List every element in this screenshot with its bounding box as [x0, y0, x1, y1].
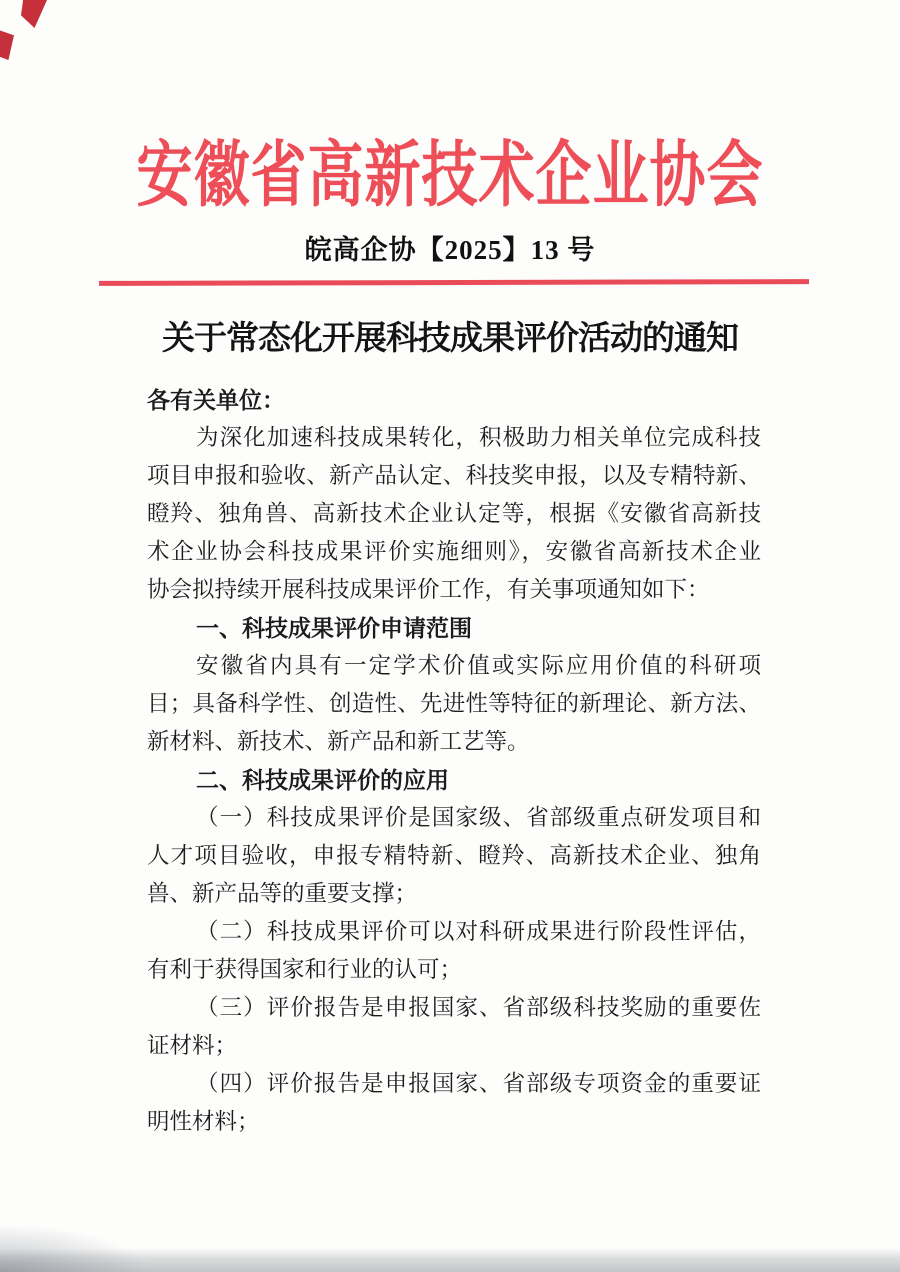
- notice-title: 关于常态化开展科技成果评价活动的通知: [162, 321, 738, 357]
- text-line: 有利于获得国家和行业的认可；: [147, 957, 463, 982]
- section-2-item-2: [147, 913, 761, 989]
- section-2-item-1: [147, 799, 761, 913]
- red-divider: [99, 279, 809, 286]
- text-line: 瞪羚、独角兽、高新技术企业认定等，根据《安徽省高新技: [147, 501, 761, 526]
- section-2-item-3: [147, 989, 761, 1065]
- text-line: （四）评价报告是申报国家、省部级专项资金的重要证: [196, 1071, 761, 1096]
- section-1-heading: 一、科技成果评价申请范围: [196, 615, 472, 641]
- corner-red-mark-icon: [21, 0, 47, 28]
- section-1-paragraph: [147, 647, 761, 761]
- text-line: 为深化加速科技成果转化，积极助力相关单位完成科技: [196, 425, 761, 450]
- text-line: 证材料；: [147, 1033, 238, 1058]
- text-line: 协会拟持续开展科技成果评价工作，有关事项通知如下：: [147, 577, 710, 602]
- section-2-heading: 二、科技成果评价的应用: [196, 767, 449, 793]
- text-line: 兽、新产品等的重要支撑；: [147, 881, 418, 906]
- text-line: 明性材料；: [147, 1109, 260, 1134]
- text-line: 人才项目验收，申报专精特新、瞪羚、高新技术企业、独角: [147, 843, 761, 868]
- text-line: 目；具备科学性、创造性、先进性等特征的新理论、新方法、: [147, 691, 761, 716]
- section-2-item-4: [147, 1065, 761, 1141]
- org-title: 安徽省高新技术企业协会: [136, 134, 764, 215]
- scan-smudge-bottom-left: [0, 1224, 150, 1272]
- text-line: （一）科技成果评价是国家级、省部级重点研发项目和: [196, 805, 761, 830]
- text-line: （三）评价报告是申报国家、省部级科技奖励的重要佐: [196, 995, 761, 1020]
- text-line: 术企业协会科技成果评价实施细则》，安徽省高新技术企业: [147, 539, 761, 564]
- text-line: 安徽省内具有一定学术价值或实际应用价值的科研项: [196, 653, 761, 678]
- text-line: 新材料、新技术、新产品和新工艺等。: [147, 729, 530, 754]
- text-line: （二）科技成果评价可以对科研成果进行阶段性评估，: [196, 919, 761, 944]
- intro-paragraph: [147, 419, 761, 609]
- doc-number: 皖高企协【2025】13 号: [304, 235, 596, 265]
- text-line: 项目申报和验收、新产品认定、科技奖申报，以及专精特新、: [147, 463, 761, 488]
- notice-body: [147, 381, 761, 1141]
- salutation: 各有关单位：: [147, 387, 285, 413]
- corner-red-mark-left-icon: [0, 29, 14, 60]
